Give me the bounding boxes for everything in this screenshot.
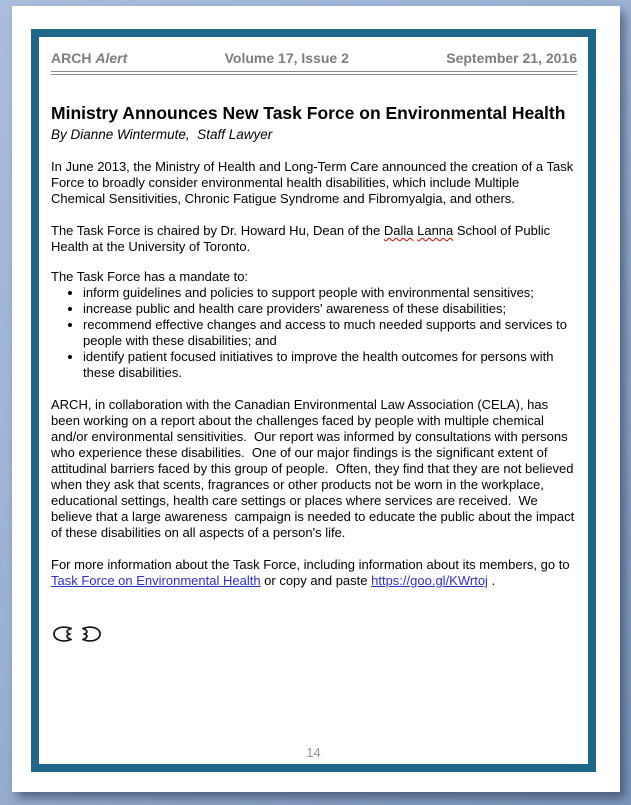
newsletter-name-italic: Alert (95, 50, 128, 66)
more-info-text-before: For more information about the Task Force, including information about its members, go to (51, 557, 573, 572)
newsletter-name-roman: ARCH (51, 50, 96, 66)
chair-text-before: The Task Force is chaired by Dr. Howard Hu, Dean of the (51, 223, 384, 238)
mandate-intro: The Task Force has a mandate to: (51, 269, 249, 284)
paragraph-announcement: In June 2013, the Ministry of Health and Long-Term Care announced the creation of a Task Force to broadly consider environmental health disabilities, which include Multiple Chemical Sensitivities, Chronic Fatigue Syndrome and Fibromyalgia, and others. (51, 159, 577, 206)
article-byline: By Dianne Wintermute, Staff Lawyer (51, 127, 273, 142)
task-force-url-link[interactable]: https://goo.gl/KWrtoj (371, 573, 488, 588)
section-divider-ornament (51, 625, 577, 643)
paragraph-chair (51, 223, 577, 255)
mandate-item: • increase public and health care providers' awareness of these disabilities; (83, 301, 577, 317)
more-info-text-between: or copy and paste (260, 573, 372, 588)
task-force-link[interactable]: Task Force on Environmental Health (51, 573, 261, 588)
mandate-list (51, 285, 577, 381)
article-title: Ministry Announces New Task Force on Environmental Health (51, 103, 566, 123)
volume-issue: Volume 17, Issue 2 (224, 50, 349, 66)
mandate-item: • recommend effective changes and access to much needed supports and services to people with these disabilities; and (83, 317, 577, 349)
mandate-item: • identify patient focused initiatives to improve the health outcomes for persons with these disabilities. (83, 349, 577, 381)
paragraph-report: ARCH, in collaboration with the Canadian Environmental Law Association (CELA), has been working on a report about the challenges faced by people with multiple chemical and/or environmental sensitivities. Our report was informed by consultations with persons who experience these disabilities. One of our major findings is the significant extent of attitudinal barriers faced by this group of people. Often, they find that they are not believed when they ask that scents, fragrances or other products not be worn in the workplace, educational settings, health care settings or places where services are received. We believe that a large awareness campaign is needed to educate the public about the impact of these disabilities on all aspects of a person's life. (51, 397, 578, 540)
page-border-frame (31, 29, 596, 772)
page-content (39, 37, 588, 764)
paragraph-more-info (51, 557, 577, 589)
misspelled-word: Lanna (417, 223, 454, 238)
misspelled-word: Dalla (383, 223, 414, 238)
page-number: 14 (306, 745, 321, 760)
document-page (12, 6, 620, 792)
masthead-double-rule (51, 71, 577, 75)
newsletter-name (51, 50, 127, 67)
issue-date: September 21, 2016 (446, 50, 577, 66)
mandate-item: • inform guidelines and policies to support people with environmental sensitives; (83, 285, 577, 301)
chair-text-after: School of Public Health at the University of Toronto. (51, 223, 554, 254)
scroll-ornament-icon (51, 625, 103, 643)
masthead (51, 50, 577, 67)
more-info-text-after: . (487, 573, 496, 588)
